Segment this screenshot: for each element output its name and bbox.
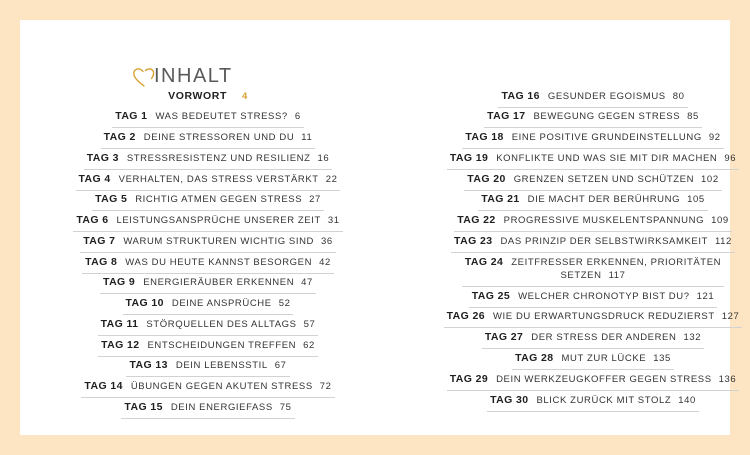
entry-page-number: 127 xyxy=(721,311,740,322)
entry-page-number: 57 xyxy=(303,319,316,330)
toc-entry[interactable] xyxy=(28,110,388,128)
entry-title: ENERGIERÄUBER ERKENNEN xyxy=(143,277,295,288)
entry-title: KONFLIKTE UND WAS SIE MIT DIR MACHEN xyxy=(496,153,718,164)
entry-day: TAG 28 xyxy=(515,352,554,364)
toc-entry[interactable] xyxy=(413,310,750,328)
entry-title: EINE POSITIVE GRUNDEINSTELLUNG xyxy=(511,132,702,143)
entry-day: TAG 17 xyxy=(487,110,526,122)
toc-entry[interactable] xyxy=(413,152,750,170)
entry-day: TAG 25 xyxy=(471,290,511,302)
entry-title: BEWEGUNG GEGEN STRESS xyxy=(533,111,681,122)
entry-day: TAG 15 xyxy=(124,401,163,413)
toc-entry[interactable] xyxy=(28,297,388,315)
entry-day: TAG 29 xyxy=(449,373,489,385)
entry-title: DAS PRINZIP DER SELBSTWIRKSAMKEIT xyxy=(500,236,708,247)
entry-day: TAG 12 xyxy=(101,339,140,351)
book-page xyxy=(20,20,740,435)
toc-entry[interactable] xyxy=(28,318,388,336)
toc-entry[interactable] xyxy=(28,193,388,211)
entry-page-number: 135 xyxy=(653,353,671,364)
toc-entry[interactable] xyxy=(28,359,388,377)
entry-day: TAG 8 xyxy=(85,256,118,268)
entry-page-number: 6 xyxy=(294,111,301,122)
toc-entry[interactable] xyxy=(413,394,750,412)
entry-title: WARUM STRUKTUREN WICHTIG SIND xyxy=(123,236,315,247)
entry-day: TAG 21 xyxy=(481,193,520,205)
entry-page-number: 27 xyxy=(309,194,321,205)
entry-page-number: 62 xyxy=(303,340,315,351)
toc-entry[interactable] xyxy=(413,193,750,211)
entry-title: VERHALTEN, DAS STRESS VERSTÄRKT xyxy=(118,174,319,185)
toc-entry[interactable] xyxy=(28,214,388,232)
entry-title: MUT ZUR LÜCKE xyxy=(561,353,647,364)
entry-page-number: 52 xyxy=(278,298,291,309)
entry-page-number: 11 xyxy=(301,132,313,143)
entry-title: DIE MACHT DER BERÜHRUNG xyxy=(527,194,681,205)
entry-day: TAG 6 xyxy=(76,214,109,226)
toc-heading xyxy=(132,65,233,88)
entry-page-number: 31 xyxy=(327,215,340,226)
entry-title: WELCHER CHRONOTYP BIST DU? xyxy=(518,291,690,302)
entry-day: TAG 14 xyxy=(84,380,123,392)
entry-page-number: 136 xyxy=(718,374,737,385)
entry-title: BLICK ZURÜCK MIT STOLZ xyxy=(536,395,672,406)
entry-title: LEISTUNGSANSPRÜCHE UNSERER ZEIT xyxy=(116,215,321,226)
entry-page-number: 67 xyxy=(274,360,287,371)
entry-page-number: 75 xyxy=(279,402,292,413)
toc-entry[interactable] xyxy=(413,235,750,253)
entry-title: PROGRESSIVE MUSKELENTSPANNUNG xyxy=(503,215,705,226)
entry-day: TAG 16 xyxy=(501,90,540,102)
entry-day: TAG 23 xyxy=(454,235,493,247)
entry-title: DEINE STRESSOREN UND DU xyxy=(143,132,295,143)
toc-entry[interactable] xyxy=(413,131,750,149)
entry-day: TAG 4 xyxy=(78,173,111,185)
entry-page-number: 22 xyxy=(325,174,338,185)
toc-entry[interactable] xyxy=(413,173,750,191)
entry-day: TAG 1 xyxy=(115,110,148,122)
entry-day: TAG 27 xyxy=(484,331,524,343)
entry-page-number: 112 xyxy=(715,236,732,247)
entry-page-number: 16 xyxy=(317,153,330,164)
toc-entry[interactable] xyxy=(413,90,750,108)
toc-entry[interactable] xyxy=(28,256,388,274)
entry-day: TAG 24 xyxy=(464,256,504,268)
entry-title: ENTSCHEIDUNGEN TREFFEN xyxy=(147,340,297,351)
entry-title: ZEITFRESSER ERKENNEN, PRIORITÄTEN xyxy=(511,257,722,268)
entry-day: TAG 9 xyxy=(103,276,136,288)
entry-day: TAG 11 xyxy=(100,318,139,330)
entry-title-continued: SETZEN xyxy=(560,270,602,281)
entry-title: STRESSRESISTENZ UND RESILIENZ xyxy=(126,153,311,164)
entry-page-number: 80 xyxy=(672,91,685,102)
entry-title: DEIN WERKZEUGKOFFER GEGEN STRESS xyxy=(496,374,712,385)
heart-icon xyxy=(132,66,156,88)
toc-entry[interactable] xyxy=(28,339,388,357)
entry-page-number: 92 xyxy=(708,132,721,143)
entry-page-number: 47 xyxy=(301,277,313,288)
entry-title: VORWORT xyxy=(168,90,227,102)
entry-page-number: 121 xyxy=(696,291,715,302)
entry-title: RICHTIG ATMEN GEGEN STRESS xyxy=(135,194,303,205)
entry-title: GRENZEN SETZEN UND SCHÜTZEN xyxy=(513,174,695,185)
entry-day: TAG 22 xyxy=(457,214,496,226)
entry-day: TAG 20 xyxy=(467,173,506,185)
entry-title: DEIN LEBENSSTIL xyxy=(175,360,268,371)
entry-page-number: 105 xyxy=(687,194,705,205)
toc-entry[interactable] xyxy=(28,235,388,253)
entry-title: DEINE ANSPRÜCHE xyxy=(171,298,272,309)
entry-title: WAS BEDEUTET STRESS? xyxy=(155,111,288,122)
entry-title: STÖRQUELLEN DES ALLTAGS xyxy=(146,319,297,330)
entry-page-number: 4 xyxy=(241,91,248,102)
entry-page-number: 140 xyxy=(678,395,696,406)
entry-title: WAS DU HEUTE KANNST BESORGEN xyxy=(125,257,313,268)
entry-day: TAG 26 xyxy=(446,310,485,322)
toc-entry[interactable] xyxy=(413,256,750,287)
entry-title: DEIN ENERGIEFASS xyxy=(170,402,273,413)
entry-title: GESUNDER EGOISMUS xyxy=(547,91,666,102)
toc-entry[interactable] xyxy=(413,331,750,349)
entry-page-number: 72 xyxy=(319,381,332,392)
entry-title: WIE DU ERWARTUNGSDRUCK REDUZIERST xyxy=(492,311,715,322)
entry-day: TAG 18 xyxy=(465,131,504,143)
toc-entry[interactable] xyxy=(28,173,388,191)
entry-day: TAG 7 xyxy=(83,235,116,247)
entry-day: TAG 3 xyxy=(86,152,119,164)
toc-entry[interactable] xyxy=(28,380,388,398)
toc-entry[interactable] xyxy=(28,276,388,294)
toc-entry[interactable] xyxy=(413,373,750,391)
entry-day: TAG 10 xyxy=(125,297,164,309)
entry-page-number: 102 xyxy=(701,174,719,185)
entry-page-number: 36 xyxy=(321,236,333,247)
entry-title: DER STRESS DER ANDEREN xyxy=(531,332,677,343)
entry-page-number: 132 xyxy=(683,332,702,343)
toc-entry-preface[interactable] xyxy=(28,90,388,107)
entry-day: TAG 19 xyxy=(449,152,489,164)
entry-page-number: 85 xyxy=(687,111,699,122)
toc-entry[interactable] xyxy=(28,152,388,170)
entry-day: TAG 30 xyxy=(490,394,529,406)
entry-title: ÜBUNGEN GEGEN AKUTEN STRESS xyxy=(130,381,313,392)
toc-entry[interactable] xyxy=(413,352,750,370)
entry-page-number: 109 xyxy=(711,215,729,226)
entry-page-number: 96 xyxy=(724,153,737,164)
toc-entry[interactable] xyxy=(413,290,750,308)
toc-entry[interactable] xyxy=(413,110,750,128)
entry-day: TAG 2 xyxy=(103,131,136,143)
toc-entry[interactable] xyxy=(28,401,388,419)
page-title: INHALT xyxy=(154,65,233,87)
entry-day: TAG 5 xyxy=(95,193,128,205)
entry-page-number: 42 xyxy=(319,257,331,268)
entry-page-number: 117 xyxy=(608,270,626,281)
toc-entry[interactable] xyxy=(28,131,388,149)
toc-entry[interactable] xyxy=(413,214,750,232)
entry-day: TAG 13 xyxy=(129,359,168,371)
